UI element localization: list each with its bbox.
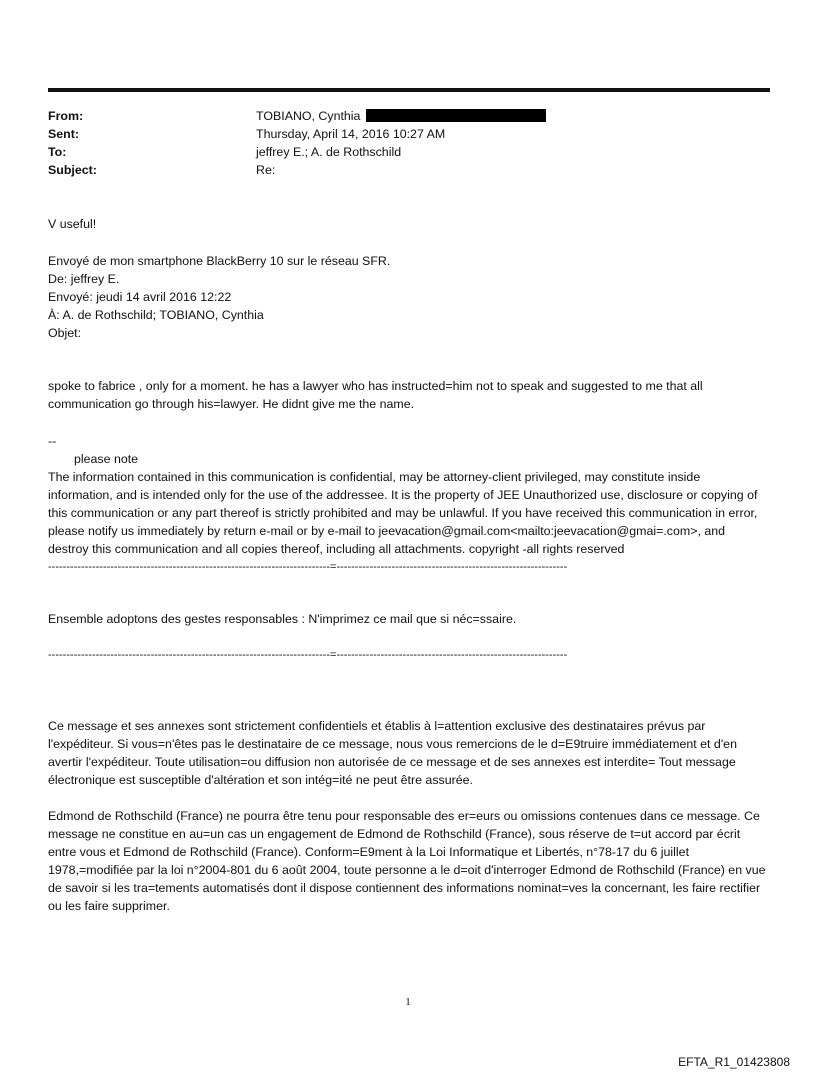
document-id: EFTA_R1_01423808 — [678, 1055, 790, 1069]
forward-line-2: De: jeffrey E. — [48, 272, 120, 286]
from-name: TOBIANO, Cynthia — [256, 109, 361, 123]
disclaimer-text: The information contained in this communication is confidential, may be attorney-client privileged, may constitute inside information, and is intended only for the use of the addressee. It is the property of JEE Unauthorized use, disclosure or copying of this communication or any part thereof is strictly prohibited and may be unlawful. If you have received this communication in error, please notify us immediately by return e-mail or by e-mail to jeevacation@gmail.com<mailto:jeevacation@gmai=.com>, and destroy this communication and all copies thereof, including all attachments. copyright -all rights reserved — [48, 470, 758, 556]
from-label: From: — [48, 109, 84, 123]
from-value — [256, 107, 546, 125]
header-rule — [48, 88, 770, 92]
forward-line-4: À: A. de Rothschild; TOBIANO, Cynthia — [48, 308, 264, 322]
email-header — [48, 107, 768, 179]
french-disclaimer-2 — [48, 807, 768, 915]
disclaimer-block — [48, 432, 768, 576]
separator-line: -----------------------------------------------------------------------------=--------------------------------------------------------------- — [48, 561, 568, 573]
ensemble-block — [48, 610, 768, 628]
dashes-line: -- — [48, 434, 57, 448]
sent-label: Sent: — [48, 127, 79, 141]
ensemble-text: Ensemble adoptons des gestes responsables : N'imprimez ce mail que si néc=ssaire. — [48, 612, 517, 626]
to-value: jeffrey E.; A. de Rothschild — [256, 145, 402, 159]
message-body — [48, 377, 768, 413]
reply-text — [48, 215, 768, 233]
page-number: 1 — [405, 996, 411, 1008]
sent-row — [48, 125, 768, 143]
subject-row — [48, 161, 768, 179]
forward-line-1: Envoyé de mon smartphone BlackBerry 10 sur le réseau SFR. — [48, 254, 391, 268]
french-disclaimer-1 — [48, 717, 768, 789]
forward-line-5: Objet: — [48, 326, 82, 340]
forward-header — [48, 252, 768, 342]
reply-line: V useful! — [48, 217, 97, 231]
forward-line-3: Envoyé: jeudi 14 avril 2016 12:22 — [48, 290, 232, 304]
please-note: please note — [74, 452, 139, 466]
to-label: To: — [48, 145, 67, 159]
french-text-1: Ce message et ses annexes sont strictement confidentiels et établis à l=attention exclusive des destinataires prévus par l'expéditeur. Si vous=n'êtes pas le destinataire de ce message, nous vous remercions de le d=E9truire immédiatement et d'en avertir l'expéditeur. Toute utilisation=ou diffusion non autorisée de ce message et de ses annexes est interdite= Tout message électronique est susceptible d'altération et son intég=ité ne peut être assurée. — [48, 719, 737, 787]
to-row — [48, 143, 768, 161]
from-row — [48, 107, 768, 125]
sent-value: Thursday, April 14, 2016 10:27 AM — [256, 127, 446, 141]
separator-line-2: -----------------------------------------------------------------------------=--------------------------------------------------------------- — [48, 649, 568, 661]
separator-block — [48, 646, 768, 664]
message-text: spoke to fabrice , only for a moment. he has a lawyer who has instructed=him not to speak and suggested to me that all communication go through his=lawyer. He didnt give me the name. — [48, 379, 703, 411]
subject-label: Subject: — [48, 163, 97, 177]
subject-value: Re: — [256, 163, 276, 177]
french-text-2: Edmond de Rothschild (France) ne pourra être tenu pour responsable des er=eurs ou omissions contenues dans ce message. Ce message ne constitue en au=un cas un engagement de Edmond de Rothschild (France), sous réserve de t=ut accord par écrit entre vous et Edmond de Rothschild (France). Conform=E9ment à la Loi Informatique et Libertés, n°78-17 du 6 juillet 1978,=modifiée par la loi n°2004-801 du 6 août 2004, toute personne a le d=oit d'interroger Edmond de Rothschild (France) en vue de savoir si les tra=tements automatisés dont il dispose contiennent des informations nominat=ves la concernant, les faire rectifier ou les faire supprimer. — [48, 809, 766, 913]
redaction-bar — [366, 109, 546, 122]
